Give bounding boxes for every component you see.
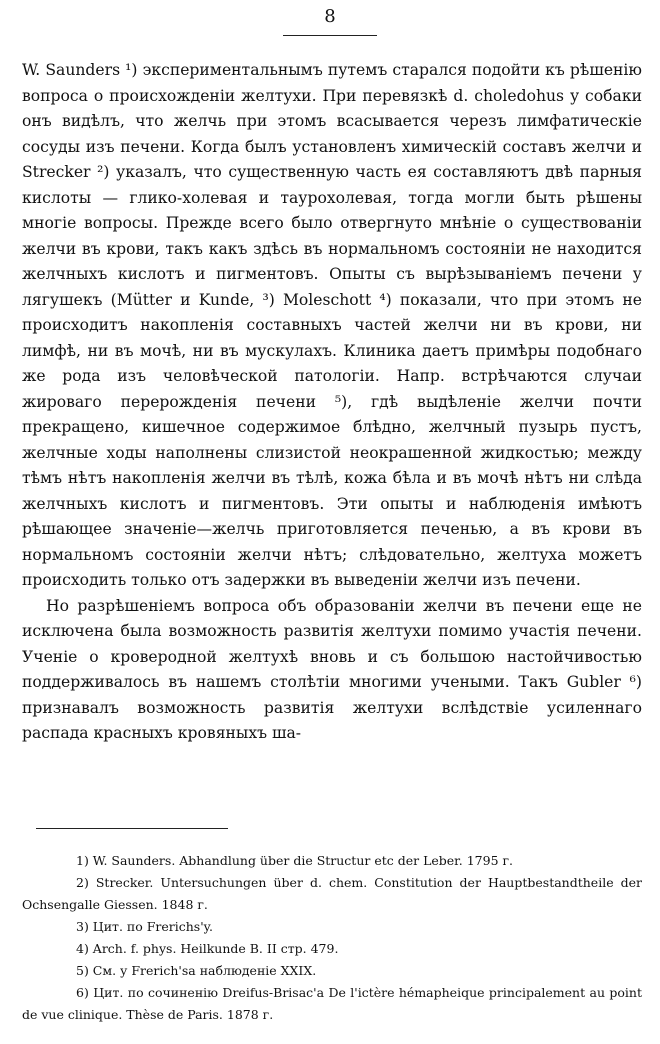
footnote-3: 3) Цит. по Frerichs'y. xyxy=(76,919,214,934)
footnotes xyxy=(22,850,642,1026)
paragraph-2: Но разрѣшеніемъ вопроса объ образованіи желчи въ печени еще не исключена была возможность развитія желтухи помимо участія печени. Ученіе о кроверодной желтухѣ вновь и съ большою настойчивостью поддерживалось въ нашемъ столѣтіи многими учеными. Такъ Gubler ⁶) признавалъ возможность развитія желтухи вслѣдствіе усиленнаго распада красныхъ кровяныхъ ша- xyxy=(22,596,642,742)
footnote-6: 6) Цит. по сочиненію Dreifus-Brisac'a De l'ictère hémapheique principalement au point de vue clinique. Thèse de Paris. 1878 г. xyxy=(22,985,642,1022)
footnote-2: 2) Strecker. Untersuchungen über d. chem. Constitution der Hauptbestandtheile der Ochsengalle Giessen. 1848 г. xyxy=(22,875,642,912)
page-number: 8 xyxy=(324,6,336,27)
paragraph-1: W. Saunders ¹) экспериментальнымъ путемъ старался подойти къ рѣшенію вопроса о происхожденіи желтухи. При перевязкѣ d. choledohus у собаки онъ видѣлъ, что желчь при этомъ всасывается черезъ лимфатическіе сосуды изъ печени. Когда былъ установленъ химическій составъ желчи и Strecker ²) указалъ, что существенную часть ея составляютъ двѣ парныя кислоты — глико-холевая и таурохолевая, тогда могли быть рѣшены многіе вопросы. Прежде всего было отвергнуто мнѣніе о существованіи желчи въ крови, такъ какъ здѣсь въ нормальномъ состояніи не находится желчныхъ кислотъ и пигментовъ. Опыты съ вырѣзываніемъ печени у лягушекъ (Mütter и Kunde, ³) Moleschott ⁴) показали, что при этомъ не происходитъ накопленія составныхъ частей желчи ни въ крови, ни лимфѣ, ни въ мочѣ, ни въ мускулахъ. Клиника даетъ примѣры подобнаго же рода изъ человѣческой патологіи. Напр. встрѣчаются случаи жироваго перерожденія печени ⁵), гдѣ выдѣленіе желчи почти прекращено, кишечное содержимое блѣдно, желчный пузырь пустъ, желчные ходы наполнены слизистой неокрашенной жидкостью; между тѣмъ нѣтъ накопленія желчи въ тѣлѣ, кожа бѣла и въ мочѣ нѣтъ ни слѣда желчныхъ кислотъ и пигментовъ. Эти опыты и наблюденія имѣютъ рѣшающее значеніе—желчь приготовляется печенью, а въ крови въ нормальномъ состояніи желчи нѣтъ; слѣдовательно, желтуха можетъ происходить только отъ задержки въ выведеніи желчи изъ печени. xyxy=(22,61,642,589)
footnote-1: 1) W. Saunders. Abhandlung über die Structur etc der Leber. 1795 г. xyxy=(76,853,514,868)
footnote-separator xyxy=(36,828,228,829)
page-number-rule xyxy=(283,35,377,36)
footnote-4: 4) Arch. f. phys. Heilkunde B. II стр. 479. xyxy=(76,941,339,956)
main-text xyxy=(22,58,642,747)
footnote-5: 5) См. у Frerich'sa наблюденіе XXIX. xyxy=(76,963,317,978)
